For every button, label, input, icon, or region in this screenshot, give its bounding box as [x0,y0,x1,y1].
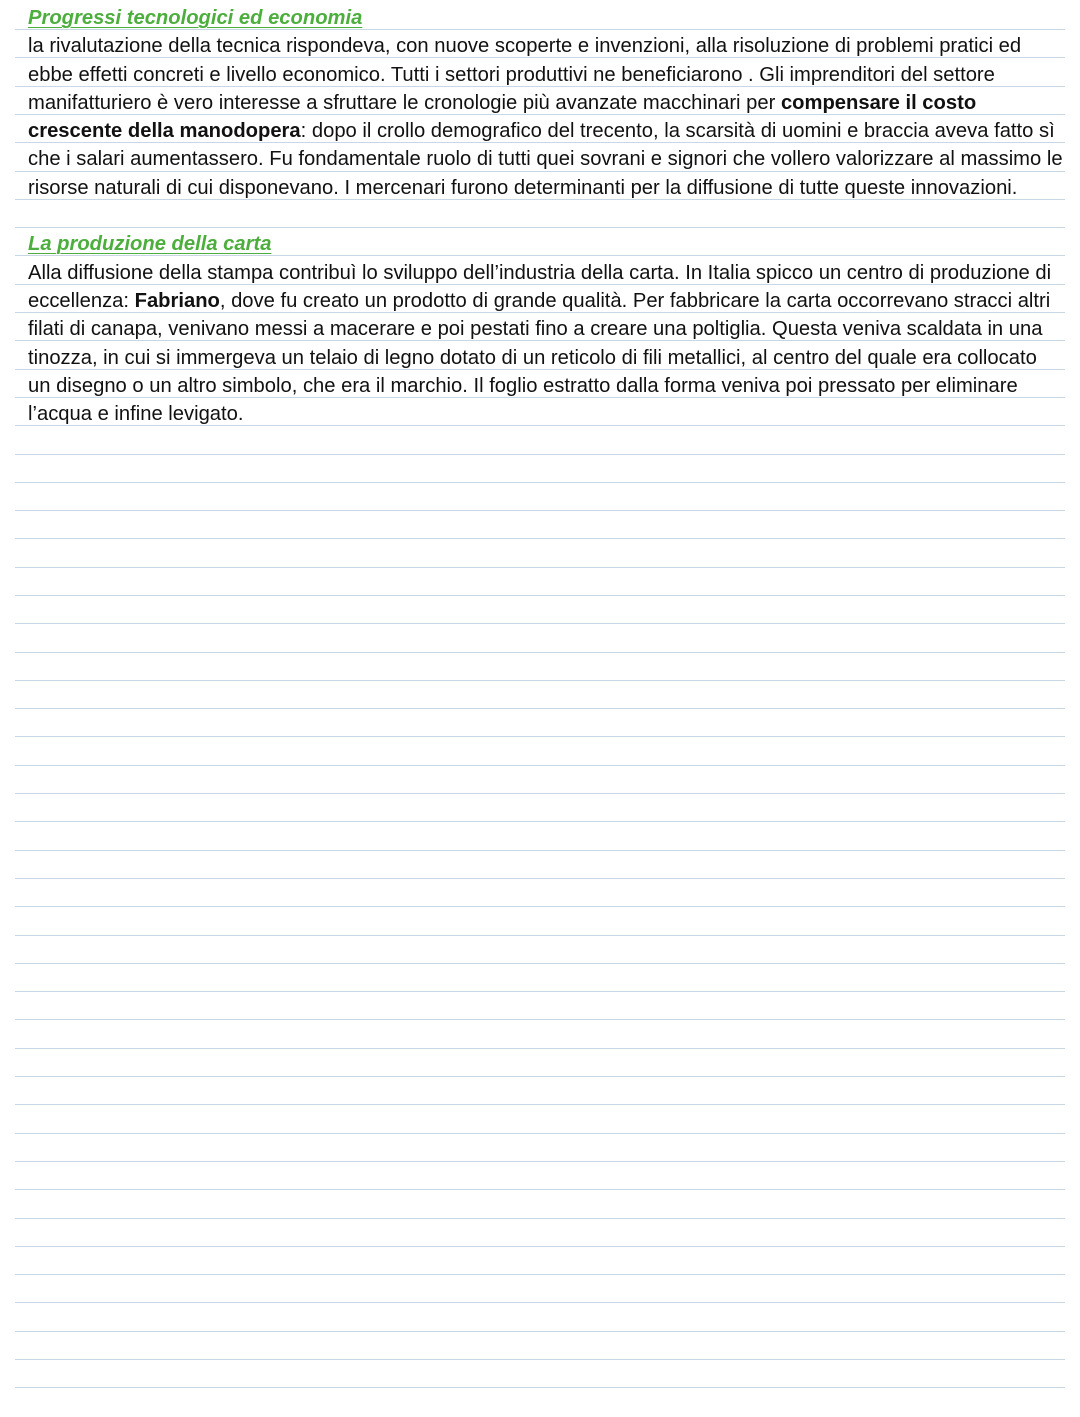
ruled-line [15,1387,1065,1388]
ruled-line [15,482,1065,483]
ruled-line [15,1359,1065,1360]
ruled-line [15,454,1065,455]
ruled-line [15,850,1065,851]
ruled-line [15,991,1065,992]
ruled-line [15,1019,1065,1020]
ruled-line [15,878,1065,879]
section-paragraph [28,32,1063,202]
section-paragraph [28,259,1063,429]
section-heading: Progressi tecnologici ed economia [28,7,363,29]
ruled-line [15,680,1065,681]
ruled-line [15,1218,1065,1219]
blank-line [28,202,1063,230]
ruled-line [15,1302,1065,1303]
ruled-line [15,538,1065,539]
ruled-line [15,1104,1065,1105]
section-heading: La produzione della carta [28,233,272,256]
ruled-line [15,765,1065,766]
section-progressi [28,4,1063,202]
paragraph-text: , dove fu creato un prodotto di grande qualità. Per fabbricare la carta occorrevano stracci altri filati di canapa, venivano messi a macerare e poi pestati fino a creare una poltiglia. Questa veniva scaldata in una tinozza, in cui si immergeva un telaio di legno dotato di un reticolo di fili metallici, al centro del quale era collocato un disegno o un altro simbolo, che era il marchio. Il foglio estratto dalla forma veniva poi pressato per eliminare l’acqua e infine levigato. [28,289,1051,426]
ruled-line [15,906,1065,907]
paragraph-bold-text: compensare il costo crescente della manodopera [28,91,977,143]
ruled-line [15,1189,1065,1190]
ruled-line [15,1274,1065,1275]
ruled-line [15,1331,1065,1332]
ruled-line [15,652,1065,653]
paragraph-bold-text: Fabriano [134,289,220,312]
ruled-line [15,1048,1065,1049]
ruled-line [15,567,1065,568]
ruled-line [15,623,1065,624]
paragraph-text: : dopo il crollo demografico del trecento, la scarsità di uomini e braccia aveva fatto sì che i salari aumentassero. Fu fondamentale ruolo di tutti quei sovrani e signori che vollero valorizzare al massimo le risorse naturali di cui disponevano. I mercenari furono determinanti per la diffusione di tutte queste innovazioni. [28,120,1063,199]
ruled-line [15,1133,1065,1134]
ruled-line [15,1246,1065,1247]
ruled-line [15,963,1065,964]
paragraph-text: la rivalutazione della tecnica rispondeva, con nuove scoperte e invenzioni, alla risoluzione di problemi pratici ed ebbe effetti concreti e livello economico. Tutti i settori produttivi ne beneficiarono . Gli imprenditori del settore manifatturiero è vero interesse a sfruttare le cronologie più avanzate macchinari per [28,35,1022,114]
paragraph-text: Alla diffusione della stampa contribuì lo sviluppo dell’industria della carta. In Italia spicco un centro di produzione di eccellenza: [28,261,1052,312]
ruled-line [15,708,1065,709]
ruled-line [15,595,1065,596]
ruled-line [15,1161,1065,1162]
section-carta [28,230,1063,428]
ruled-line [15,793,1065,794]
ruled-line [15,821,1065,822]
notes-page [28,4,1063,428]
ruled-line [15,1076,1065,1077]
ruled-line [15,736,1065,737]
ruled-line [15,935,1065,936]
ruled-line [15,510,1065,511]
